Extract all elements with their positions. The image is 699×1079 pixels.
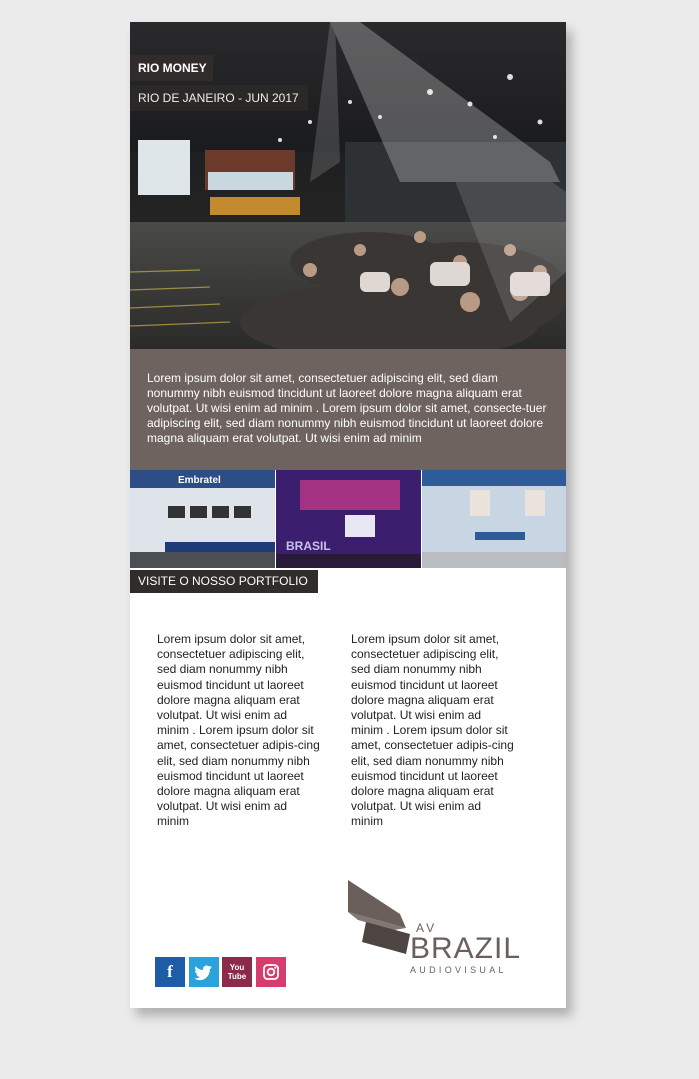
instagram-icon xyxy=(256,957,286,987)
hero-photo-conference xyxy=(130,22,566,349)
logo-brazil-text: BRAZIL xyxy=(410,932,522,965)
twitter-button[interactable] xyxy=(189,957,219,987)
youtube-icon: You Tube xyxy=(227,963,247,981)
brand-tag: RIO MONEY xyxy=(130,55,213,81)
twitter-icon xyxy=(189,957,219,987)
gallery-photo-2[interactable] xyxy=(276,470,421,568)
gallery-photo-2-text: BRASIL xyxy=(286,539,331,553)
body-column-left: Lorem ipsum dolor sit amet, consectetuer adipiscing elit, sed diam nonummy nibh euismod tincidunt ut laoreet dolore magna aliquam erat volutpat. Ut wisi enim ad minim . Lorem ipsum dolor sit amet, consectetuer adipis-cing elit, sed diam nonummy nibh euismod tincidunt ut laoreet dolore magna aliquam erat volutpat. Ut wisi enim ad minim xyxy=(157,632,320,829)
youtube-button[interactable] xyxy=(222,957,252,987)
logo-av-text: AV xyxy=(416,921,438,935)
facebook-icon: f xyxy=(167,962,173,981)
av-brazil-logo-mark xyxy=(344,878,544,978)
portfolio-link[interactable]: VISITE O NOSSO PORTFOLIO xyxy=(130,570,318,593)
body-column-right: Lorem ipsum dolor sit amet, consectetuer adipiscing elit, sed diam nonummy nibh euismod tincidunt ut laoreet dolore magna aliquam erat volutpat. Ut wisi enim ad minim . Lorem ipsum dolor sit amet, consectetuer adipis-cing elit, sed diam nonummy nibh euismod tincidunt ut laoreet dolore magna aliquam erat volutpat. Ut wisi enim ad minim xyxy=(351,632,514,829)
photo-gallery xyxy=(130,470,566,568)
gallery-photos xyxy=(130,470,566,568)
instagram-button[interactable] xyxy=(256,957,286,987)
flyer-page xyxy=(130,22,566,1008)
logo-audiovisual-text: AUDIOVISUAL xyxy=(410,965,507,975)
av-brazil-logo xyxy=(344,878,544,978)
location-date-tag: RIO DE JANEIRO - JUN 2017 xyxy=(130,85,308,111)
intro-text: Lorem ipsum dolor sit amet, consectetuer adipiscing elit, sed diam nonummy nibh euismod tincidunt ut laoreet dolore magna aliquam erat volutpat. Ut wisi enim ad minim . Lorem ipsum dolor sit amet, consecte-tuer adipiscing elit, sed diam nonummy nibh euismod tincidunt ut laoreet dolore magna aliquam erat volutpat. Ut wisi enim ad minim xyxy=(147,371,547,445)
facebook-button[interactable] xyxy=(155,957,185,987)
gallery-photo-1-text: Embratel xyxy=(178,475,221,486)
gallery-photo-1[interactable] xyxy=(130,470,275,568)
gallery-photo-3[interactable] xyxy=(422,470,566,568)
intro-panel xyxy=(130,349,566,470)
